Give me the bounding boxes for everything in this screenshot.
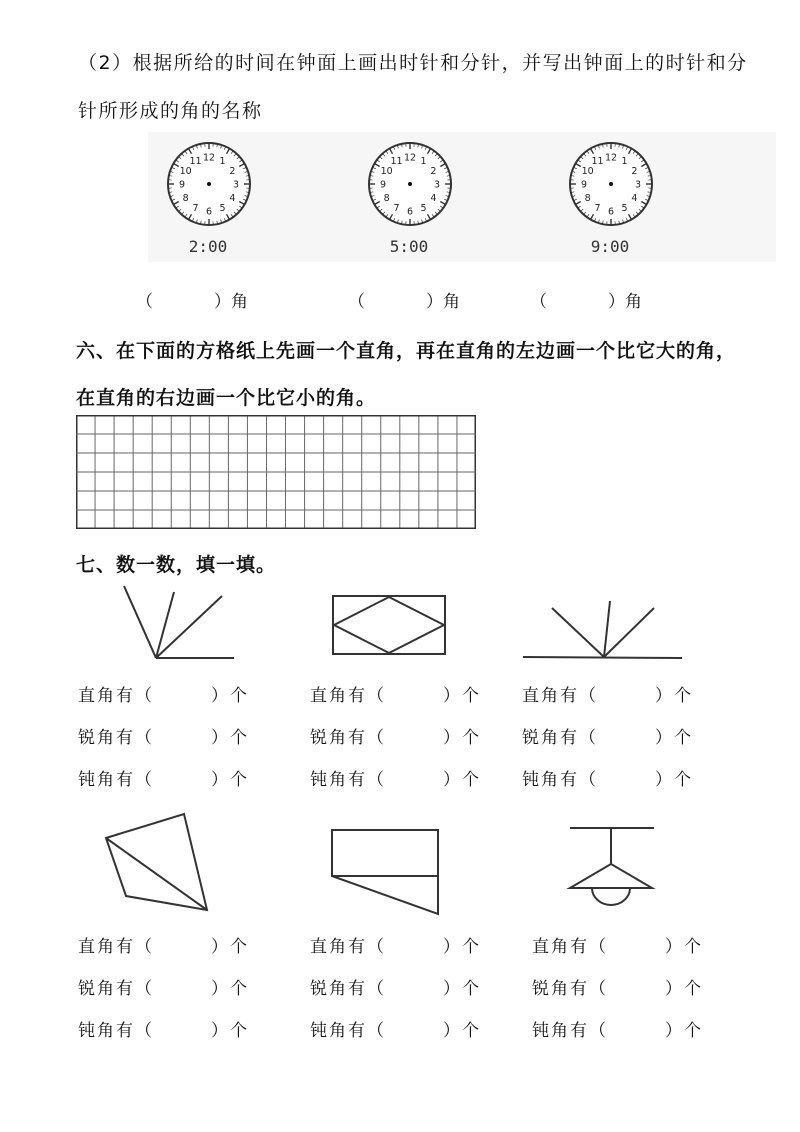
right-angle-count[interactable]: 直角有（ ）个 — [310, 686, 481, 706]
obtuse-angle-count[interactable]: 钝角有（ ）个 — [310, 770, 481, 790]
clock-number: 9 — [178, 179, 186, 191]
question-part2-line1: （2）根据所给的时间在钟面上画出时针和分针，并写出钟面上的时针和分 — [78, 52, 748, 74]
acute-angle-count[interactable]: 锐角有（ ）个 — [310, 728, 481, 748]
clock-center-dot — [408, 182, 412, 186]
clock-dial-icon — [367, 140, 457, 235]
section6-heading-line1: 六、在下面的方格纸上先画一个直角，再在直角的左边画一个比它大的角， — [76, 340, 737, 362]
obtuse-angle-count[interactable]: 钝角有（ ）个 — [78, 1021, 249, 1041]
answer-close-label: ）角 — [426, 292, 460, 312]
acute-angle-count[interactable]: 锐角有（ ）个 — [78, 728, 249, 748]
clock-number: 8 — [182, 193, 189, 204]
kite-figure — [100, 810, 215, 915]
clock-number: 7 — [393, 202, 400, 214]
clock-number: 6 — [406, 206, 414, 218]
obtuse-angle-count[interactable]: 钝角有（ ）个 — [522, 770, 693, 790]
clock-number: 10 — [179, 166, 192, 177]
section6-heading-line2: 在直角的右边画一个比它小的角。 — [76, 387, 377, 409]
clock-number: 1 — [621, 156, 628, 168]
clock-time-label: 2:00 — [188, 237, 228, 256]
clock-number: 10 — [380, 166, 393, 177]
answer-blank-1[interactable] — [158, 284, 210, 310]
clock-number: 1 — [420, 156, 427, 168]
clock-number: 7 — [192, 202, 199, 214]
obtuse-angle-count[interactable]: 钝角有（ ）个 — [78, 770, 249, 790]
acute-angle-count[interactable]: 锐角有（ ）个 — [522, 728, 693, 748]
answer-open-paren: （ — [348, 292, 365, 312]
answer-open-paren: （ — [530, 292, 547, 312]
answer-blank-2[interactable] — [370, 284, 422, 310]
clock-number: 2 — [631, 166, 638, 177]
clock-number: 11 — [189, 156, 202, 168]
clock-number: 11 — [591, 156, 604, 168]
clock-number: 4 — [430, 193, 437, 204]
clock-number: 3 — [232, 179, 240, 191]
right-angle-count[interactable]: 直角有（ ）个 — [532, 937, 703, 957]
obtuse-angle-count[interactable]: 钝角有（ ）个 — [532, 1021, 703, 1041]
clock-number: 12 — [604, 152, 618, 164]
clock-number: 12 — [403, 152, 417, 164]
acute-angle-count[interactable]: 锐角有（ ）个 — [78, 979, 249, 999]
clock-number: 4 — [229, 193, 236, 204]
clock-dial-icon — [166, 140, 256, 235]
clock-time-label: 5:00 — [389, 237, 429, 256]
answer-close-label: ）角 — [214, 292, 248, 312]
clock-number: 2 — [430, 166, 437, 177]
clock-number: 6 — [205, 206, 213, 218]
right-angle-count[interactable]: 直角有（ ）个 — [78, 686, 249, 706]
clock-center-dot — [207, 182, 211, 186]
clock-number: 3 — [433, 179, 441, 191]
fan-lines-figure — [110, 582, 240, 662]
answer-open-paren: （ — [136, 292, 153, 312]
sunburst-lines-figure — [520, 598, 685, 664]
clock-number: 6 — [607, 206, 615, 218]
clock-number: 9 — [580, 179, 588, 191]
clock-number: 3 — [634, 179, 642, 191]
clock-number: 5 — [420, 202, 427, 214]
lamp-figure — [564, 824, 659, 906]
clock-face-1[interactable] — [166, 140, 276, 265]
clock-number: 5 — [621, 202, 628, 214]
clock-number: 8 — [383, 193, 390, 204]
right-angle-count[interactable]: 直角有（ ）个 — [310, 937, 481, 957]
square-grid-paper[interactable] — [76, 415, 476, 529]
right-angle-count[interactable]: 直角有（ ）个 — [78, 937, 249, 957]
rectangle-triangle-figure — [326, 826, 442, 918]
acute-angle-count[interactable]: 锐角有（ ）个 — [532, 979, 703, 999]
clock-number: 9 — [379, 179, 387, 191]
clock-number: 5 — [219, 202, 226, 214]
acute-angle-count[interactable]: 锐角有（ ）个 — [310, 979, 481, 999]
answer-close-label: ）角 — [608, 292, 642, 312]
clock-number: 11 — [390, 156, 403, 168]
rectangle-rhombus-figure — [330, 593, 450, 659]
answer-blank-3[interactable] — [552, 284, 604, 310]
clock-number: 8 — [584, 193, 591, 204]
clock-number: 7 — [594, 202, 601, 214]
clock-dial-icon — [568, 140, 658, 235]
right-angle-count[interactable]: 直角有（ ）个 — [522, 686, 693, 706]
clock-face-3[interactable] — [568, 140, 678, 265]
clock-number: 1 — [219, 156, 226, 168]
clock-center-dot — [609, 182, 613, 186]
clock-number: 4 — [631, 193, 638, 204]
clock-time-label: 9:00 — [590, 237, 630, 256]
clock-number: 2 — [229, 166, 236, 177]
clock-face-2[interactable] — [367, 140, 477, 265]
clock-number: 10 — [581, 166, 594, 177]
question-part2-line2: 针所形成的角的名称 — [78, 100, 263, 122]
clock-number: 12 — [202, 152, 216, 164]
obtuse-angle-count[interactable]: 钝角有（ ）个 — [310, 1021, 481, 1041]
section7-heading: 七、数一数，填一填。 — [76, 554, 277, 576]
